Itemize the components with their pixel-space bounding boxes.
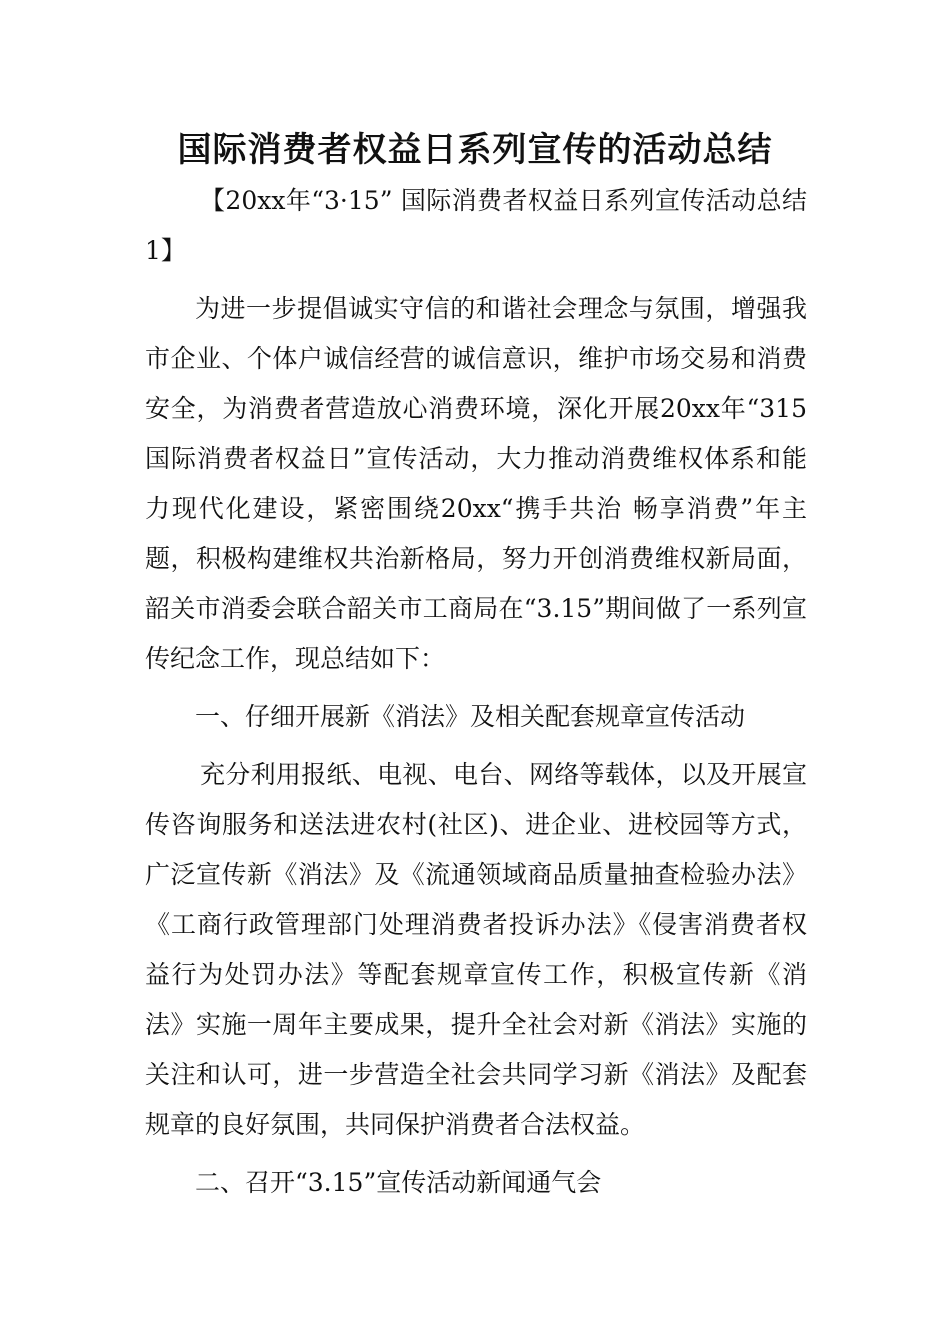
paragraph-gap xyxy=(145,1150,807,1158)
paragraph-gap xyxy=(145,742,807,750)
document-title: 国际消费者权益日系列宣传的活动总结 xyxy=(177,130,773,170)
paragraph-gap xyxy=(145,276,807,284)
section-1-paragraph: 充分利用报纸、电视、电台、网络等载体，以及开展宣传咨询服务和送法进农村(社区)、进企业、进校园等方式，广泛宣传新《消法》及《流通领域商品质量抽查检验办法》《工商行政管理部门处理消费者投诉办法》《侵害消费者权益行为处罚办法》等配套规章宣传工作，积极宣传新《消法》实施一周年主要成果，提升全社会对新《消法》实施的关注和认可，进一步营造全社会共同学习新《消法》及配套规章的良好氛围，共同保护消费者合法权益。 xyxy=(145,760,807,1139)
paragraph-gap xyxy=(145,684,807,692)
intro-paragraph: 为进一步提倡诚实守信的和谐社会理念与氛围，增强我市企业、个体户诚信经营的诚信意识，维护市场交易和消费安全，为消费者营造放心消费环境，深化开展20xx年“315国际消费者权益日”宣传活动，大力推动消费维权体系和能力现代化建设，紧密围绕20xx“携手共治 畅享消费”年主题，积极构建维权共治新格局，努力开创消费维权新局面，韶关市消委会联合韶关市工商局在“3.15”期间做了一系列宣传纪念工作，现总结如下： xyxy=(145,294,807,673)
document-body xyxy=(145,176,807,1208)
section-heading-2: 二、召开“3.15”宣传活动新闻通气会 xyxy=(195,1168,602,1197)
document-subtitle: 【20xx年“3·15” 国际消费者权益日系列宣传活动总结1】 xyxy=(145,186,807,265)
section-heading-1: 一、仔细开展新《消法》及相关配套规章宣传活动 xyxy=(195,702,746,731)
